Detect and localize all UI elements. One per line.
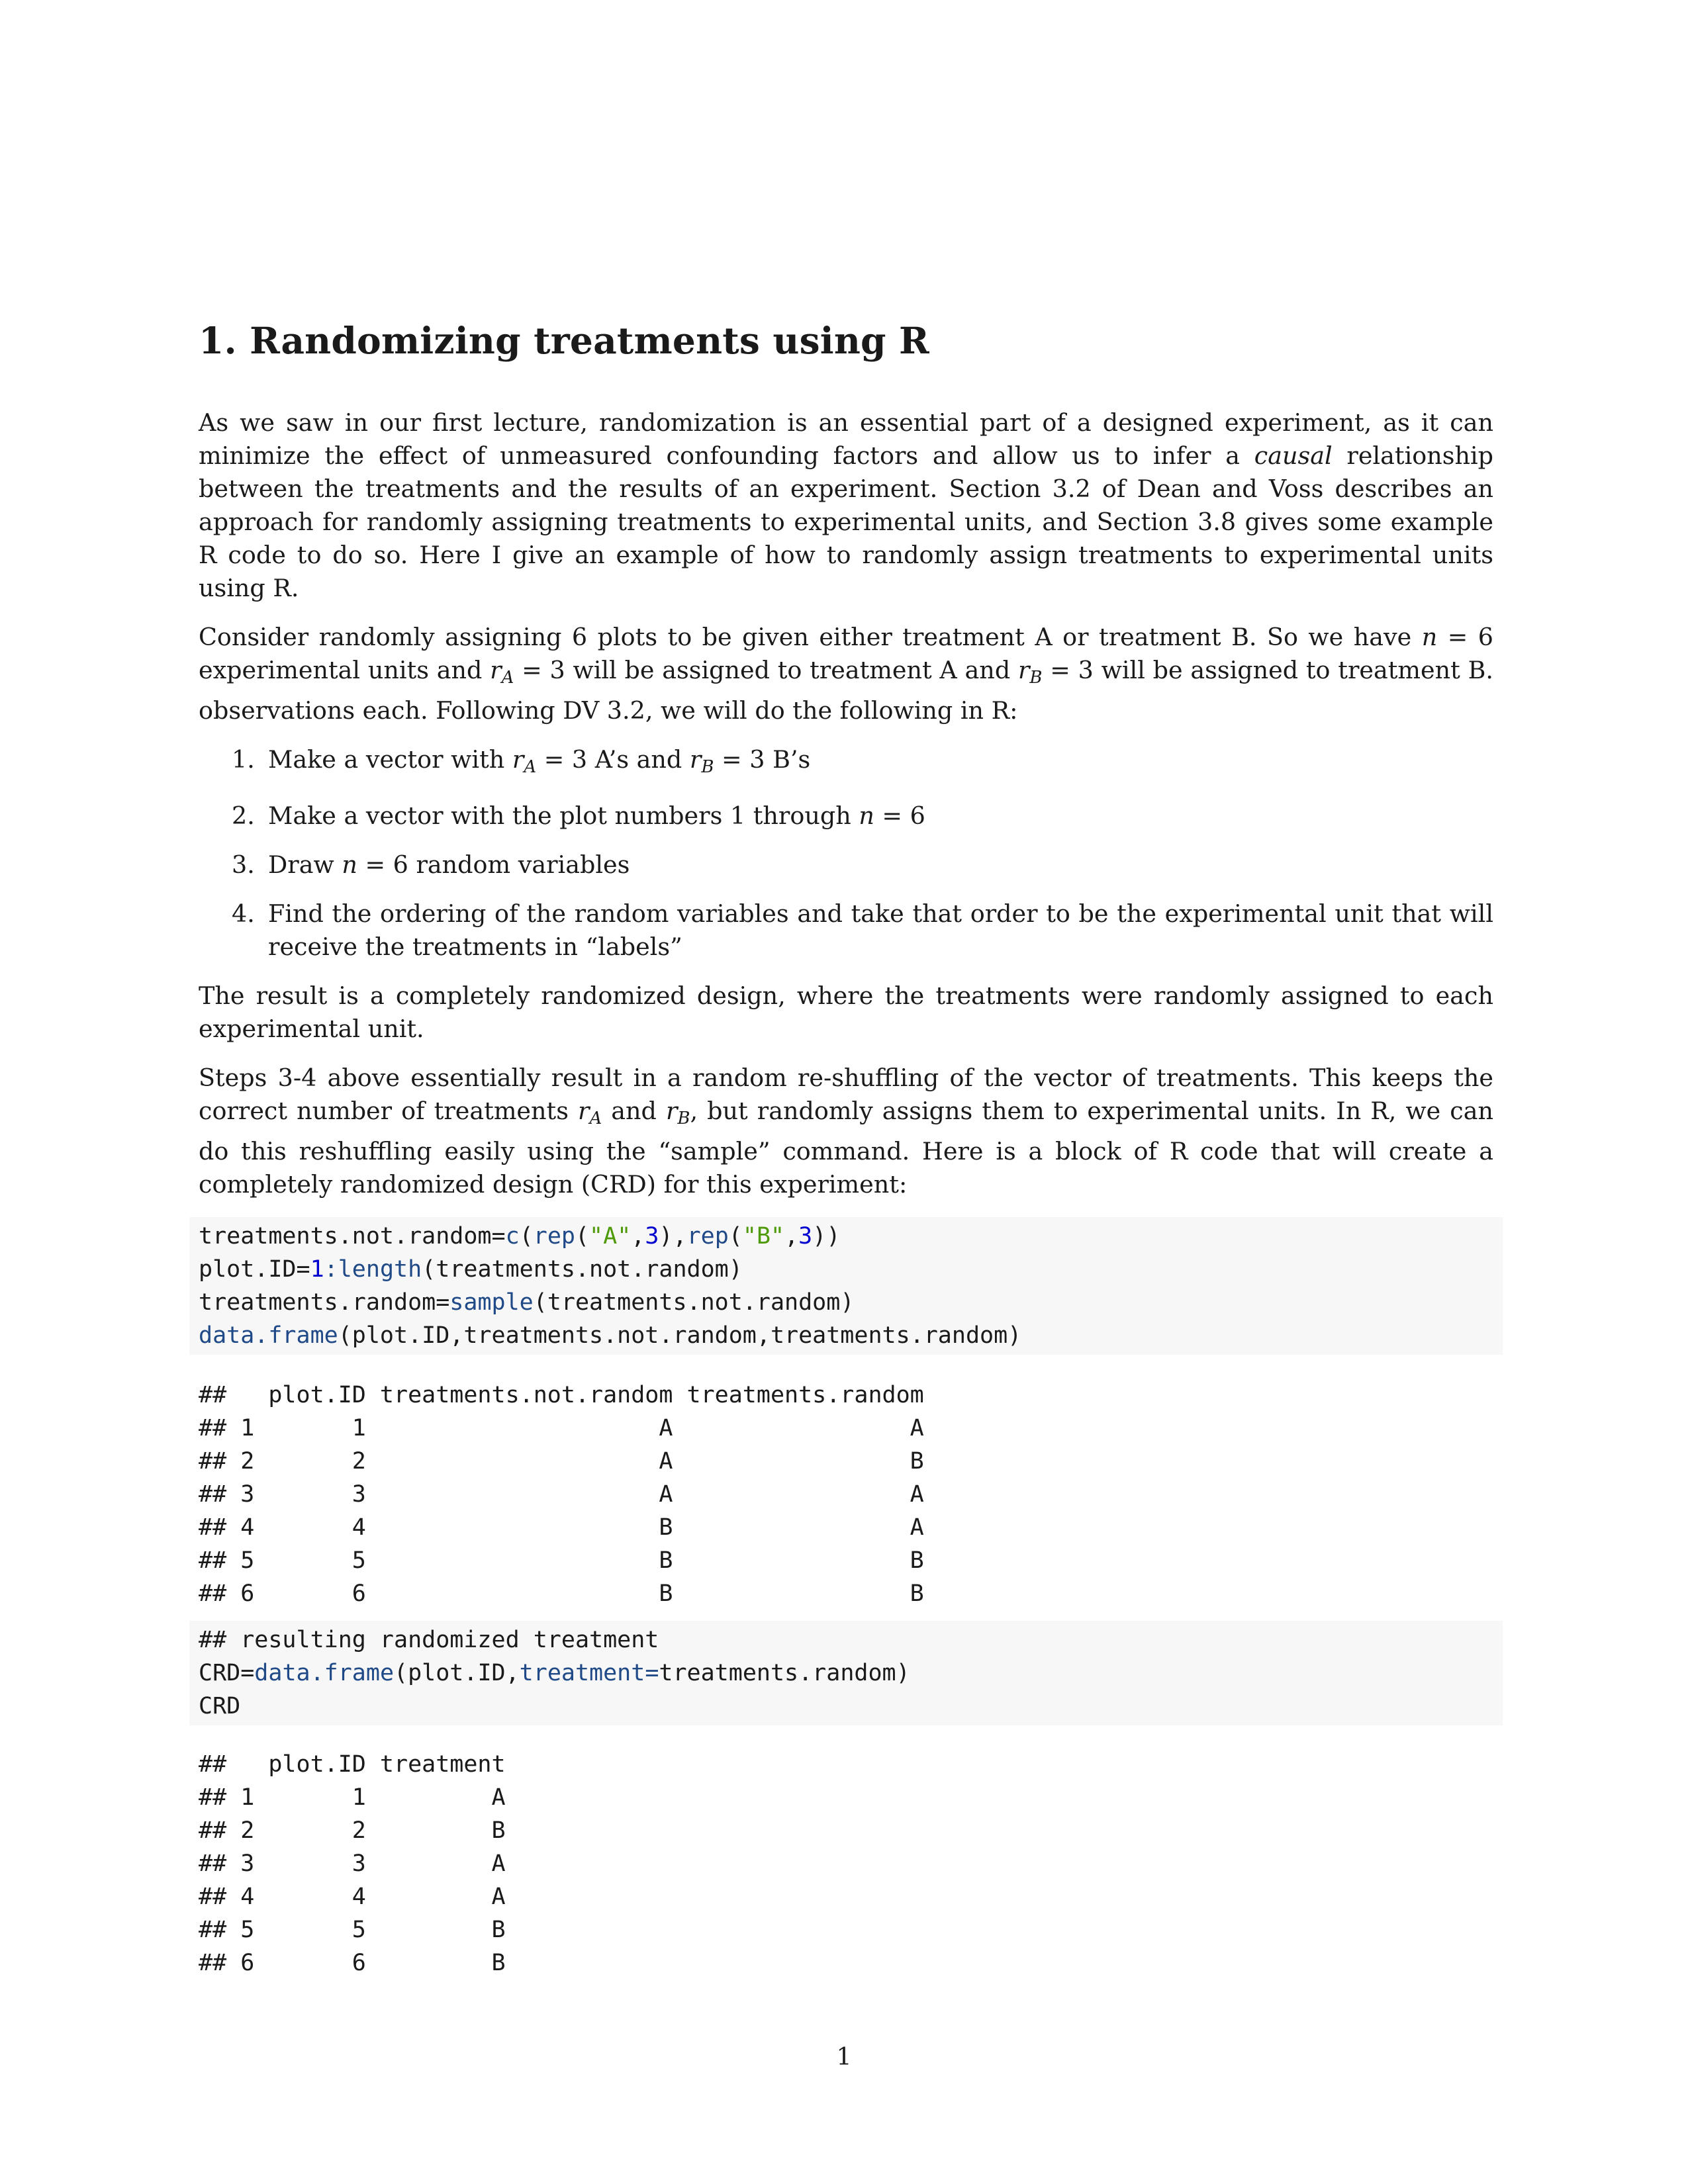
text-run: = 3 will be assigned to treatment A and (514, 656, 1018, 684)
output-line: ## 5 5 B B (199, 1547, 924, 1574)
text-run: = 3 A’s and (536, 745, 690, 774)
math-var: r (689, 745, 702, 774)
code-line: CRD (199, 1693, 241, 1719)
code-token: treatments.not.random= (199, 1223, 506, 1250)
text-run: = 6 random variables (357, 850, 630, 879)
list-item (199, 743, 1493, 784)
code-token: : (324, 1256, 338, 1283)
code-line (199, 1286, 1493, 1319)
text-run: = 3 B’s (714, 745, 811, 774)
code-token: plot.ID= (199, 1256, 310, 1283)
code-number: 1 (310, 1256, 324, 1283)
output-line: ## 2 2 A B (199, 1448, 924, 1475)
text-run: = 6 experimental units and (199, 623, 1493, 684)
text-run: Steps 3-4 above essentially result in a random re-shuffling of the vector of treatments. This keeps the correct number of treatments (199, 1064, 1493, 1125)
code-token: (treatments.not.random) (533, 1289, 855, 1316)
code-line (199, 1319, 1493, 1352)
code-function: length (338, 1256, 422, 1283)
output-line: ## 6 6 B (199, 1950, 506, 1976)
math-var: r (490, 656, 502, 684)
section-heading: 1. Randomizing treatments using R (199, 319, 929, 362)
text-run: Make a vector with (268, 745, 512, 774)
output-line: ## 4 4 B A (199, 1514, 924, 1541)
code-string: "B" (742, 1223, 785, 1250)
text-run: Find the ordering of the random variables and take that order to be the experimental unit that will receive the treatments in “labels” (268, 899, 1493, 961)
code-token: ), (659, 1223, 687, 1250)
code-token: (plot.ID,treatments.not.random,treatments.random) (338, 1322, 1022, 1349)
text-run: , but randomly assigns them to experimental units. In R, we can do this reshuffling easily using the “sample” command. Here is a block of R code that will create a completely randomized design (CRD) for this experiment: (199, 1097, 1494, 1199)
intro-paragraph (199, 406, 1493, 605)
list-item (199, 897, 1493, 964)
code-number: 3 (798, 1223, 813, 1250)
reshuffle-paragraph (199, 1062, 1493, 1201)
text-run: Draw (268, 850, 342, 879)
code-line (199, 1220, 1493, 1253)
code-function: rep (686, 1223, 729, 1250)
code-token: , (784, 1223, 799, 1250)
math-var: r (578, 1097, 590, 1125)
output-line: ## 2 2 B (199, 1817, 506, 1844)
math-subscript: A (589, 1109, 602, 1128)
text-run: As we saw in our first lecture, randomization is an essential part of a designed experiment, as it can minimize the effect of unmeasured confounding factors and allow us to infer a (199, 408, 1493, 470)
output-line: ## 1 1 A A (199, 1415, 924, 1441)
emphasis: causal (1254, 441, 1333, 470)
code-function: data.frame (254, 1660, 395, 1686)
text-run: relationship between the treatments and the results of an experiment. Section 3.2 of Dean and Voss describes an approach for randomly assigning treatments to experimental units, and Section 3.8 gives some example R code to do so. Here I give an example of how to randomly assign treatments to experimental units using R. (199, 441, 1493, 602)
math-var: n (1421, 623, 1438, 651)
code-token: ( (575, 1223, 590, 1250)
math-var: r (1017, 656, 1030, 684)
text-run: Make a vector with the plot numbers 1 through (268, 801, 859, 830)
r-output-block-1 (199, 1379, 1493, 1610)
output-line: ## 5 5 B (199, 1917, 506, 1943)
math-subscript: A (501, 668, 514, 688)
code-token: ( (519, 1223, 534, 1250)
output-line: ## plot.ID treatments.not.random treatments.random (199, 1382, 924, 1408)
output-line: ## 6 6 B B (199, 1580, 924, 1607)
page-number: 1 (836, 2042, 852, 2071)
math-var: n (342, 850, 357, 879)
math-subscript: B (1029, 668, 1043, 688)
code-argument: treatment= (519, 1660, 659, 1686)
math-var: n (859, 801, 874, 830)
math-subscript: A (524, 757, 537, 777)
code-token: , (631, 1223, 645, 1250)
text-run: = 6 (874, 801, 925, 830)
output-line: ## 4 4 A (199, 1884, 506, 1910)
list-number: 4. (232, 899, 255, 928)
r-code-block-2 (189, 1621, 1503, 1725)
output-line: ## 3 3 A (199, 1850, 506, 1877)
math-subscript: B (701, 757, 714, 777)
steps-list (199, 743, 1493, 964)
code-token: )) (812, 1223, 841, 1250)
code-token: (treatments.not.random) (422, 1256, 743, 1283)
code-token: ( (728, 1223, 743, 1250)
list-number: 3. (232, 850, 255, 879)
document-page (199, 318, 1493, 1990)
text-run: and (602, 1097, 666, 1125)
code-number: 3 (645, 1223, 659, 1250)
output-line: ## 1 1 A (199, 1784, 506, 1811)
list-number: 1. (232, 745, 255, 774)
code-token: (plot.ID, (394, 1660, 520, 1686)
math-var: r (512, 745, 524, 774)
code-line (199, 1253, 1493, 1286)
code-token: CRD= (199, 1660, 255, 1686)
text-run: = 3 will be assigned to treatment B. observations each. Following DV 3.2, we will do the following in R: (199, 656, 1494, 725)
code-function: sample (449, 1289, 534, 1316)
code-token: treatments.random) (659, 1660, 910, 1686)
code-function: c (505, 1223, 520, 1250)
list-number: 2. (232, 801, 255, 830)
r-code-block-1 (189, 1217, 1503, 1355)
code-string: "A" (589, 1223, 632, 1250)
setup-paragraph (199, 621, 1493, 727)
text-run: Consider randomly assigning 6 plots to be given either treatment A or treatment B. So we have (199, 623, 1422, 651)
result-paragraph: The result is a completely randomized design, where the treatments were randomly assigned to each experimental unit. (199, 981, 1493, 1043)
list-item (199, 848, 1493, 882)
output-line: ## plot.ID treatment (199, 1751, 506, 1778)
math-var: r (665, 1097, 678, 1125)
code-token: treatments.random= (199, 1289, 450, 1316)
math-subscript: B (677, 1109, 690, 1128)
code-line (199, 1657, 1493, 1690)
code-comment: ## resulting randomized treatment (199, 1627, 659, 1653)
r-output-block-2 (199, 1748, 1493, 1979)
output-line: ## 3 3 A A (199, 1481, 924, 1508)
list-item (199, 799, 1493, 833)
code-function: data.frame (199, 1322, 338, 1349)
code-function: rep (533, 1223, 575, 1250)
